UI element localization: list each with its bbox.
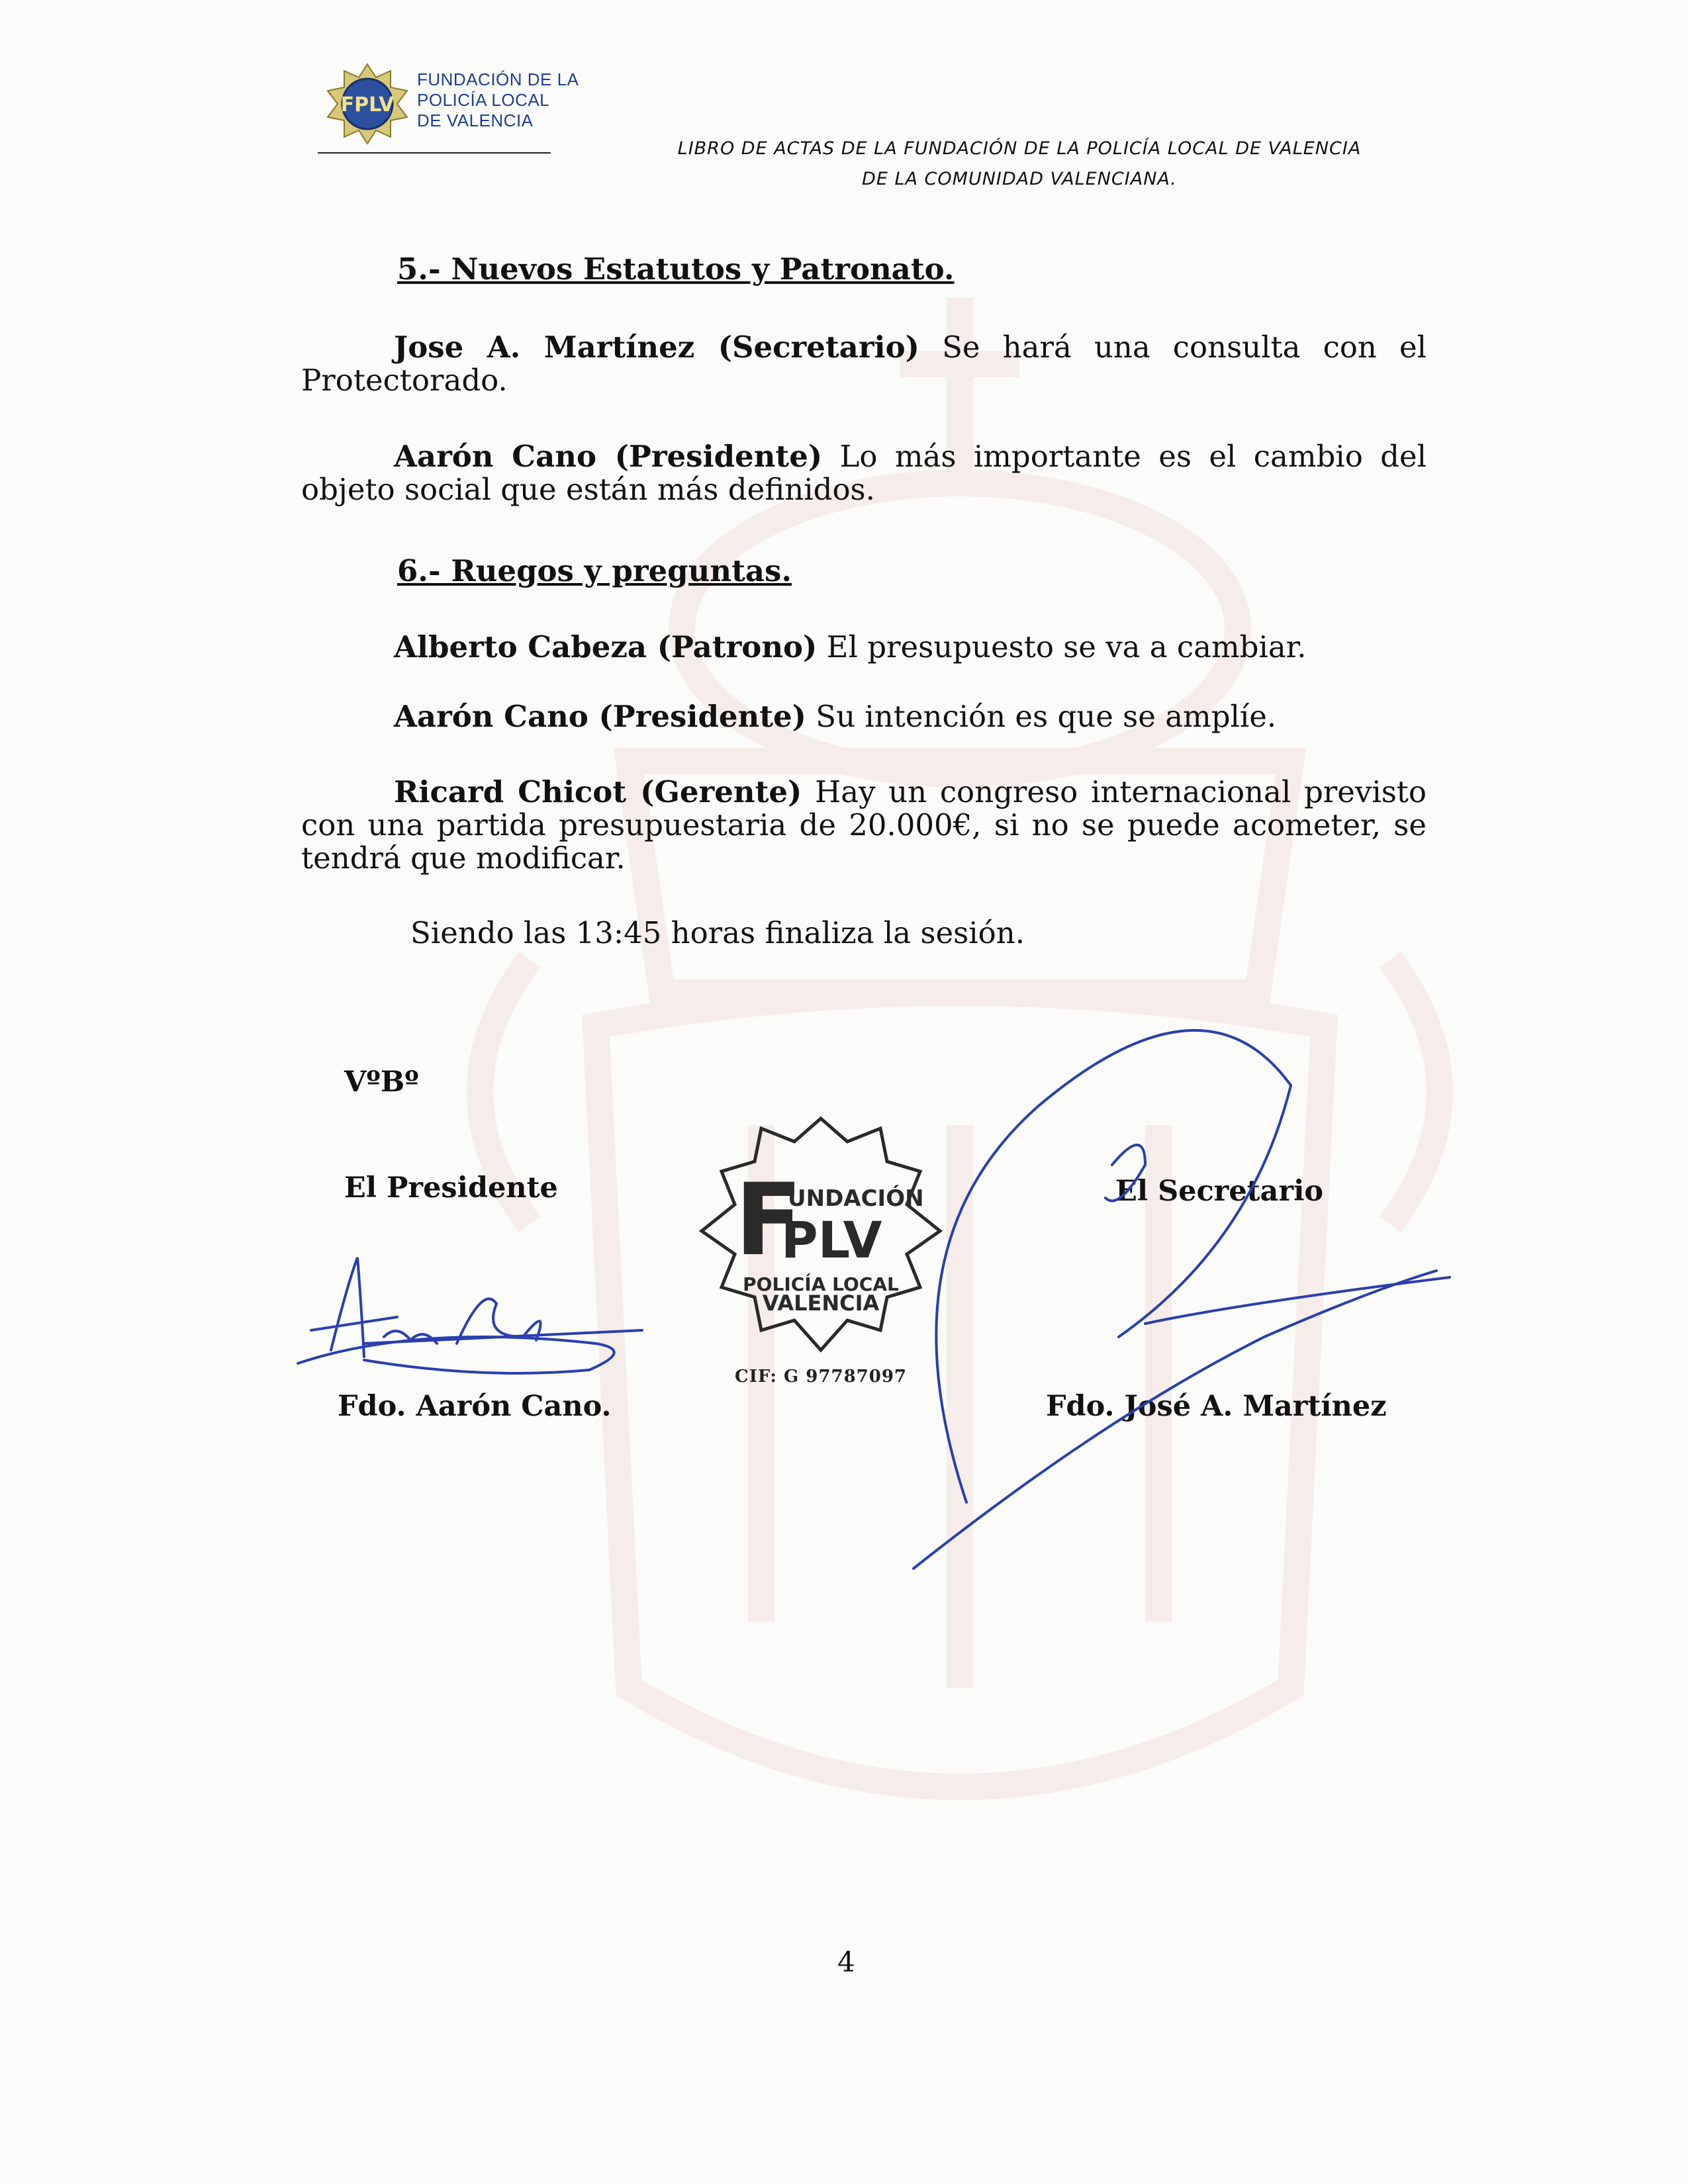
secretary-signature (907, 993, 1463, 1575)
speaker-name: Jose A. Martínez (Secretario) (394, 330, 919, 365)
seal-big-f: F (735, 1163, 803, 1278)
paragraph-text: El presupuesto se va a cambiar. (817, 629, 1307, 664)
logo-text (417, 69, 579, 131)
page-number: 4 (837, 1946, 855, 1978)
paragraph-text: Se hará una consulta con el Protectorado. (301, 330, 1427, 398)
paragraph-secretary-statutes (301, 331, 1427, 397)
paragraph-manager-congress (301, 776, 1427, 875)
fplv-logo (324, 61, 410, 147)
logo-text-line-3: DE VALENCIA (417, 111, 534, 130)
seal-text-line-2: POLICÍA LOCAL (743, 1273, 899, 1295)
seal-text-line-3: VALENCIA (762, 1291, 880, 1316)
vobo-label: VºBº (344, 1066, 419, 1099)
paragraph-patron-budget (394, 631, 1307, 664)
section-6-heading: 6.- Ruegos y preguntas. (397, 553, 792, 588)
seal-cif: CIF: G 97787097 (735, 1367, 908, 1387)
logo-text-line-2: POLICÍA LOCAL (417, 90, 550, 110)
seal-big-plv: PLV (781, 1210, 882, 1269)
header-title-line-1: LIBRO DE ACTAS DE LA FUNDACIÓN DE LA POLICÍA LOCAL DE VALENCIA (677, 138, 1362, 159)
speaker-name: Alberto Cabeza (Patrono) (394, 629, 818, 664)
paragraph-president-object (301, 440, 1427, 506)
closing-statement: Siendo las 13:45 horas finaliza la sesión. (410, 915, 1025, 950)
secretary-label: El Secretario (1115, 1175, 1324, 1208)
paragraph-text: Su intención es que se amplíe. (806, 699, 1277, 734)
section-5-heading: 5.- Nuevos Estatutos y Patronato. (397, 251, 955, 287)
logo-text-line-1: FUNDACIÓN DE LA (417, 69, 579, 89)
header-title (583, 134, 1456, 195)
header-rule (318, 152, 551, 154)
secretary-name: Fdo. José A. Martínez (1046, 1390, 1387, 1423)
speaker-name: Aarón Cano (Presidente) (394, 439, 823, 474)
logo-badge-text: FPLV (340, 93, 395, 116)
paragraph-president-intention (394, 700, 1276, 733)
president-signature (285, 1244, 662, 1383)
speaker-name: Ricard Chicot (Gerente) (394, 774, 802, 809)
paragraph-text: Hay un congreso internacional previsto con una partida presupuestaria de 20.000€, si no se puede acometer, se tendrá que modificar. (301, 774, 1427, 876)
seal-text-line-1: UNDACIÓN (788, 1185, 924, 1212)
header-title-line-2: DE LA COMUNIDAD VALENCIANA. (862, 169, 1177, 189)
president-name: Fdo. Aarón Cano. (338, 1390, 612, 1423)
paragraph-text: Lo más importante es el cambio del objeto social que están más definidos. (301, 439, 1427, 507)
speaker-name: Aarón Cano (Presidente) (394, 699, 806, 734)
president-label: El Presidente (344, 1171, 558, 1205)
